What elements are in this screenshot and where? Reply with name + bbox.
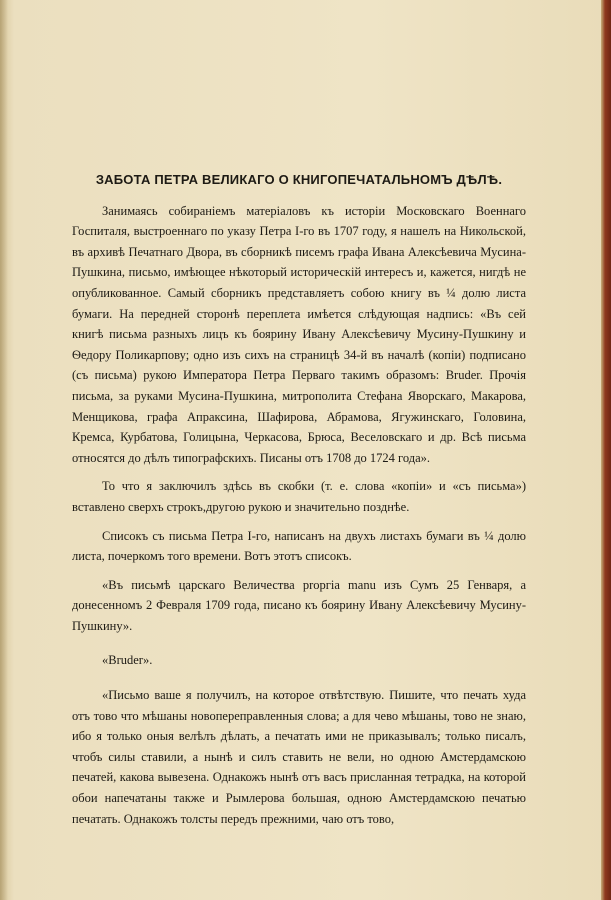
paragraph-5: «Bruder».: [102, 653, 153, 668]
paragraph-2: То что я заключилъ здѣсь въ скобки (т. е. слова «копіи» и «съ письма») вставлено сверхъ строкъ,другою рукою и значительно позднѣе.: [72, 479, 526, 514]
paragraph-6: «Письмо ваше я получилъ, на которое отвѣтствую. Пишите, что печать худа отъ тово что мѣшаны новоперепрaвленныя слова; а для чево мѣшаны, тово не знаю, ибо я только оныя велѣлъ дѣлать, а печатать ими не приказывалъ; только писалъ, чтобъ силы ставили, а нынѣ и силъ ставить не вели, но одною Амстердамскою печатей, какова вывезена. Однакожъ нынѣ отъ васъ присланная тетрадка, на которой обои напечатаны также и Рымлерова большая, одною Амстердамскою печатью печатать. Однакожъ толсты передъ прежними, чаю отъ тово,: [72, 688, 526, 826]
paragraph-3: Списокъ съ письма Петра I-го, написанъ на двухъ листахъ бумаги въ ¼ долю листа, почеркомъ того времени. Вотъ этотъ списокъ.: [72, 528, 526, 564]
paragraph-4: «Въ письмѣ царскаго Величества рrоргіа manu изъ Сумъ 25 Генваря, а донесенномъ 2 Февраля 1709 года, писано къ боярину Ивану Алексѣевичу Мусину-Пушкину».: [72, 577, 526, 633]
page-gutter-shadow: [0, 0, 8, 900]
article-title: ЗАБОТА ПЕТРА ВЕЛИКАГО О КНИГОПЕЧАТАЛЬНОМЪ ДѢЛѢ.: [95, 172, 503, 187]
paragraph-1: Занимаясь собираніемъ матеріаловъ къ исторіи Московскаго Военнаго Госпиталя, выстроеннаго по указу Петра I-го въ 1707 году, я нашелъ на Никольской, въ архивѣ Печатнаго Двора, въ сборникѣ писемъ графа Ивана Алексѣевича Мусина-Пушкина, письмо, имѣющее нѣкоторый историческій интересъ и, кажется, нигдѣ не опубликованное. Самый сборникъ представляетъ собою книгу въ ¼ долю листа бумаги. На передней сторонѣ переплета имѣется слѣдующая надпись: «Въ сей книгѣ письма разныхъ лицъ къ боярину Ивану Алексѣевичу Мусину-Пушкину и Ѳедору Поликарпову; одно изъ сихъ на страницѣ 34-й въ началѣ (копіи) подписано (съ письма) рукою Императора Петра Перваго такимъ образомъ: Bruder. Прочія письма, за руками Мусина-Пушкина, митрополита Стефана Яворскаго, Макарова, Менщикова, графа Апраксина, Шафирова, Абрамова, Ягужинскаго, Головина, Кремса, Курбатова, Голицына, Черкасова, Брюса, Веселовскаго и др. Всѣ письма относятся до дѣлъ типографскихъ. Писаны отъ 1708 до 1724 года».: [72, 203, 526, 465]
article-body: [72, 170, 526, 829]
book-binding-edge: [601, 0, 611, 900]
